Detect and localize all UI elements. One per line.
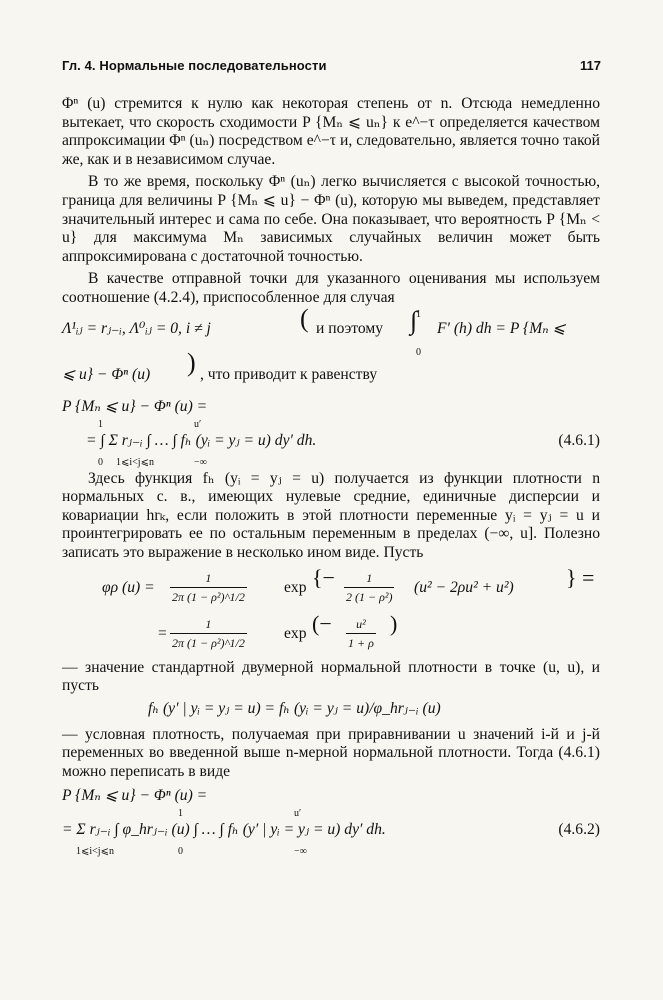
equation-4-6-2-line1 xyxy=(62,783,600,809)
formula-phi-line2 xyxy=(62,610,600,659)
paren-close: ) xyxy=(390,610,398,636)
eq2-rhs: = Σ rⱼ₋ᵢ ∫ φ_hrⱼ₋ᵢ (u) ∫ … ∫ fₕ (y′ | yᵢ = yⱼ = u) dy′ dh. xyxy=(62,821,386,839)
phi-den-2: 2 (1 − ρ²) xyxy=(346,590,393,605)
equation-4-6-1-line1 xyxy=(62,394,600,420)
phi-frac-2 xyxy=(344,569,394,607)
chapter-title: Гл. 4. Нормальные последовательности xyxy=(62,58,327,73)
eq1-sum-bot: 1⩽i<j⩽n xyxy=(116,456,154,468)
paragraph-3: В качестве отправной точки для указанного оценивания мы используем соотношение (4.2.4), приспособленное для случая xyxy=(62,270,600,306)
equation-4-6-1-line2 xyxy=(62,420,600,470)
eq2-int-bot: 0 xyxy=(178,846,183,858)
eq2-inner-top: u′ xyxy=(294,808,302,820)
phi-den-4: 1 + ρ xyxy=(348,636,374,651)
phi-den-3: 2π (1 − ρ²)^1/2 xyxy=(172,636,245,651)
paragraph-6: — условная плотность, получаемая при приравнивании u значений i-й и j-й переменных во введенной выше n-мерной нормальной плотности. Тогда (4.6.1) можно переписать в виде xyxy=(62,725,600,780)
continuation-expression: ⩽ u} − Φⁿ (u) xyxy=(62,365,151,383)
eq1-int-bot: 0 xyxy=(98,456,103,468)
phi-exp-1: exp xyxy=(284,578,307,596)
paren-open: (− xyxy=(312,610,332,636)
phi-frac-3 xyxy=(170,615,247,653)
integral-sign: ∫ xyxy=(410,305,418,335)
equation-4-6-2-line2 xyxy=(62,809,600,859)
eq1-inner-bot: −∞ xyxy=(194,456,207,468)
right-paren: ) xyxy=(187,347,196,377)
phi-brace-content: (u² − 2ρu² + u²) xyxy=(414,578,514,596)
formula-conditional-density xyxy=(62,696,600,726)
phi-num-4: u² xyxy=(346,615,376,635)
phi-lhs: φρ (u) = xyxy=(102,578,155,596)
left-paren: ( xyxy=(300,303,309,333)
conditional-density: fₕ (y′ | yᵢ = yⱼ = u) = fₕ (yᵢ = yⱼ = u)/φ_hrⱼ₋ᵢ (u) xyxy=(148,699,441,717)
phi-exp-2: exp xyxy=(284,624,307,642)
eq2-sum-bot: 1⩽i<j⩽n xyxy=(76,846,114,858)
eq1-tag: (4.6.1) xyxy=(558,431,600,449)
paragraph-1: Φⁿ (u) стремится к нулю как некоторая степень от n. Отсюда немедленно вытекает, что скорость сходимости P {Mₙ ⩽ uₙ} к e^−τ определяется качеством аппроксимации Φⁿ (uₙ) посредством e^−τ и, следовательно, является точно такой же, как и в независимом случае. xyxy=(62,95,600,168)
lambda-definition: Λ¹ᵢⱼ = rⱼ₋ᵢ, Λ⁰ᵢⱼ = 0, i ≠ j xyxy=(62,319,211,337)
formula-continuation xyxy=(62,347,600,394)
equals-sign: = xyxy=(158,624,167,642)
eq2-inner-bot: −∞ xyxy=(294,846,307,858)
eq2-int-top: 1 xyxy=(178,808,183,820)
leading-to-text: , что приводит к равенству xyxy=(200,365,378,383)
formula-lambda-line xyxy=(62,303,600,358)
integral-expression: F′ (h) dh = P {Mₙ ⩽ xyxy=(437,319,566,337)
phi-frac-1 xyxy=(170,569,247,607)
phi-den-1: 2π (1 − ρ²)^1/2 xyxy=(172,590,245,605)
phi-num-3: 1 xyxy=(170,615,247,635)
eq1-lhs: P {Mₙ ⩽ u} − Φⁿ (u) = xyxy=(62,397,208,415)
paragraph-4: Здесь функция fₕ (yᵢ = yⱼ = u) получается из функции плотности n нормальных с. в., имеющих нулевые средние, единичные дисперсии и ковариации hrₖ, если положить в этой плотности переменные yᵢ = yⱼ = u и проинтегрировать ее по остальным переменным в пределах (−∞, u]. Полезно записать это выражение в несколько ином виде. Пусть xyxy=(62,469,600,561)
integral-upper-limit: 1 xyxy=(416,308,421,320)
paragraph-2: В то же время, поскольку Φⁿ (uₙ) легко вычисляется с высокой точностью, граница для величины P {Mₙ ⩽ u} − Φⁿ (u), которую мы выведем, представляет значительный интерес и сама по себе. Она показывает, что вероятность P {Mₙ < u} для максимума Mₙ зависимых случайных величин может быть аппроксимирована с достаточной точностью. xyxy=(62,173,600,265)
eq1-int-top: 1 xyxy=(98,418,103,430)
eq2-lhs: P {Mₙ ⩽ u} − Φⁿ (u) = xyxy=(62,787,208,805)
page-number: 117 xyxy=(580,58,601,73)
running-header xyxy=(62,58,601,73)
brace-open: {− xyxy=(312,564,335,590)
phi-num-2: 1 xyxy=(344,569,394,589)
integral-lower-limit: 0 xyxy=(416,346,421,358)
eq1-rhs: = ∫ Σ rⱼ₋ᵢ ∫ … ∫ fₕ (yᵢ = yⱼ = u) dy′ dh. xyxy=(86,431,317,449)
and-therefore-text: и поэтому xyxy=(316,319,384,337)
eq1-inner-top: u′ xyxy=(194,418,202,430)
paragraph-5: — значение стандартной двумерной нормальной плотности в точке (u, u), и пусть xyxy=(62,658,600,695)
page-body xyxy=(62,95,600,859)
brace-close: } = xyxy=(566,564,595,590)
phi-num-1: 1 xyxy=(170,569,247,589)
phi-frac-4 xyxy=(346,615,376,653)
eq2-tag: (4.6.2) xyxy=(558,821,600,839)
formula-phi-line1 xyxy=(62,564,600,613)
